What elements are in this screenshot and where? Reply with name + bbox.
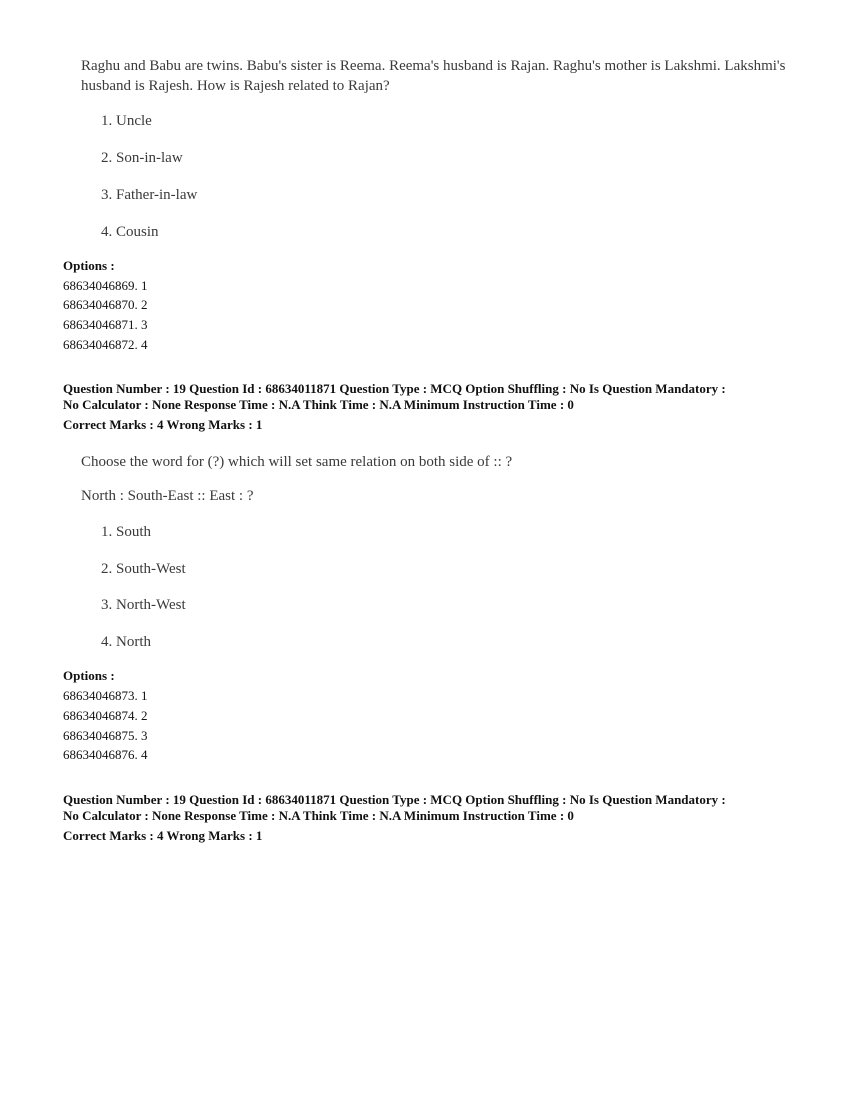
choice-3: 3. Father-in-law <box>101 187 198 203</box>
meta-line-1: Question Number : 19 Question Id : 68634011871 Question Type : MCQ Option Shuffling : No Is Question Mandatory : <box>63 381 726 396</box>
option-id-3: 68634046871. 3 <box>63 317 148 332</box>
question-text: Choose the word for (?) which will set same relation on both side of :: ? <box>81 454 513 470</box>
choice-2: 2. South-West <box>101 561 186 577</box>
meta-line-3: Correct Marks : 4 Wrong Marks : 1 <box>63 828 263 843</box>
meta-line-3: Correct Marks : 4 Wrong Marks : 1 <box>63 417 263 432</box>
meta-line-1: Question Number : 19 Question Id : 68634011871 Question Type : MCQ Option Shuffling : No Is Question Mandatory : <box>63 792 726 807</box>
options-label: Options : <box>63 258 115 273</box>
question-analogy: North : South-East :: East : ? <box>81 488 254 504</box>
option-id-2: 68634046870. 2 <box>63 297 148 312</box>
meta-line-2: No Calculator : None Response Time : N.A Think Time : N.A Minimum Instruction Time : 0 <box>63 808 574 823</box>
option-id-4: 68634046876. 4 <box>63 747 148 762</box>
choice-2: 2. Son-in-law <box>101 150 183 166</box>
meta-line-2: No Calculator : None Response Time : N.A Think Time : N.A Minimum Instruction Time : 0 <box>63 397 574 412</box>
option-id-4: 68634046872. 4 <box>63 337 148 352</box>
choice-4: 4. Cousin <box>101 224 159 240</box>
option-id-2: 68634046874. 2 <box>63 708 148 723</box>
choice-1: 1. Uncle <box>101 113 152 129</box>
option-id-1: 68634046873. 1 <box>63 688 148 703</box>
choice-3: 3. North-West <box>101 597 186 613</box>
question-text: Raghu and Babu are twins. Babu's sister is Reema. Reema's husband is Rajan. Raghu's mother is Lakshmi. Lakshmi's husband is Rajesh. How is Rajesh related to Rajan? <box>81 58 786 94</box>
option-id-3: 68634046875. 3 <box>63 728 148 743</box>
choice-4: 4. North <box>101 634 151 650</box>
option-id-1: 68634046869. 1 <box>63 278 148 293</box>
options-label: Options : <box>63 668 115 683</box>
choice-1: 1. South <box>101 524 152 540</box>
